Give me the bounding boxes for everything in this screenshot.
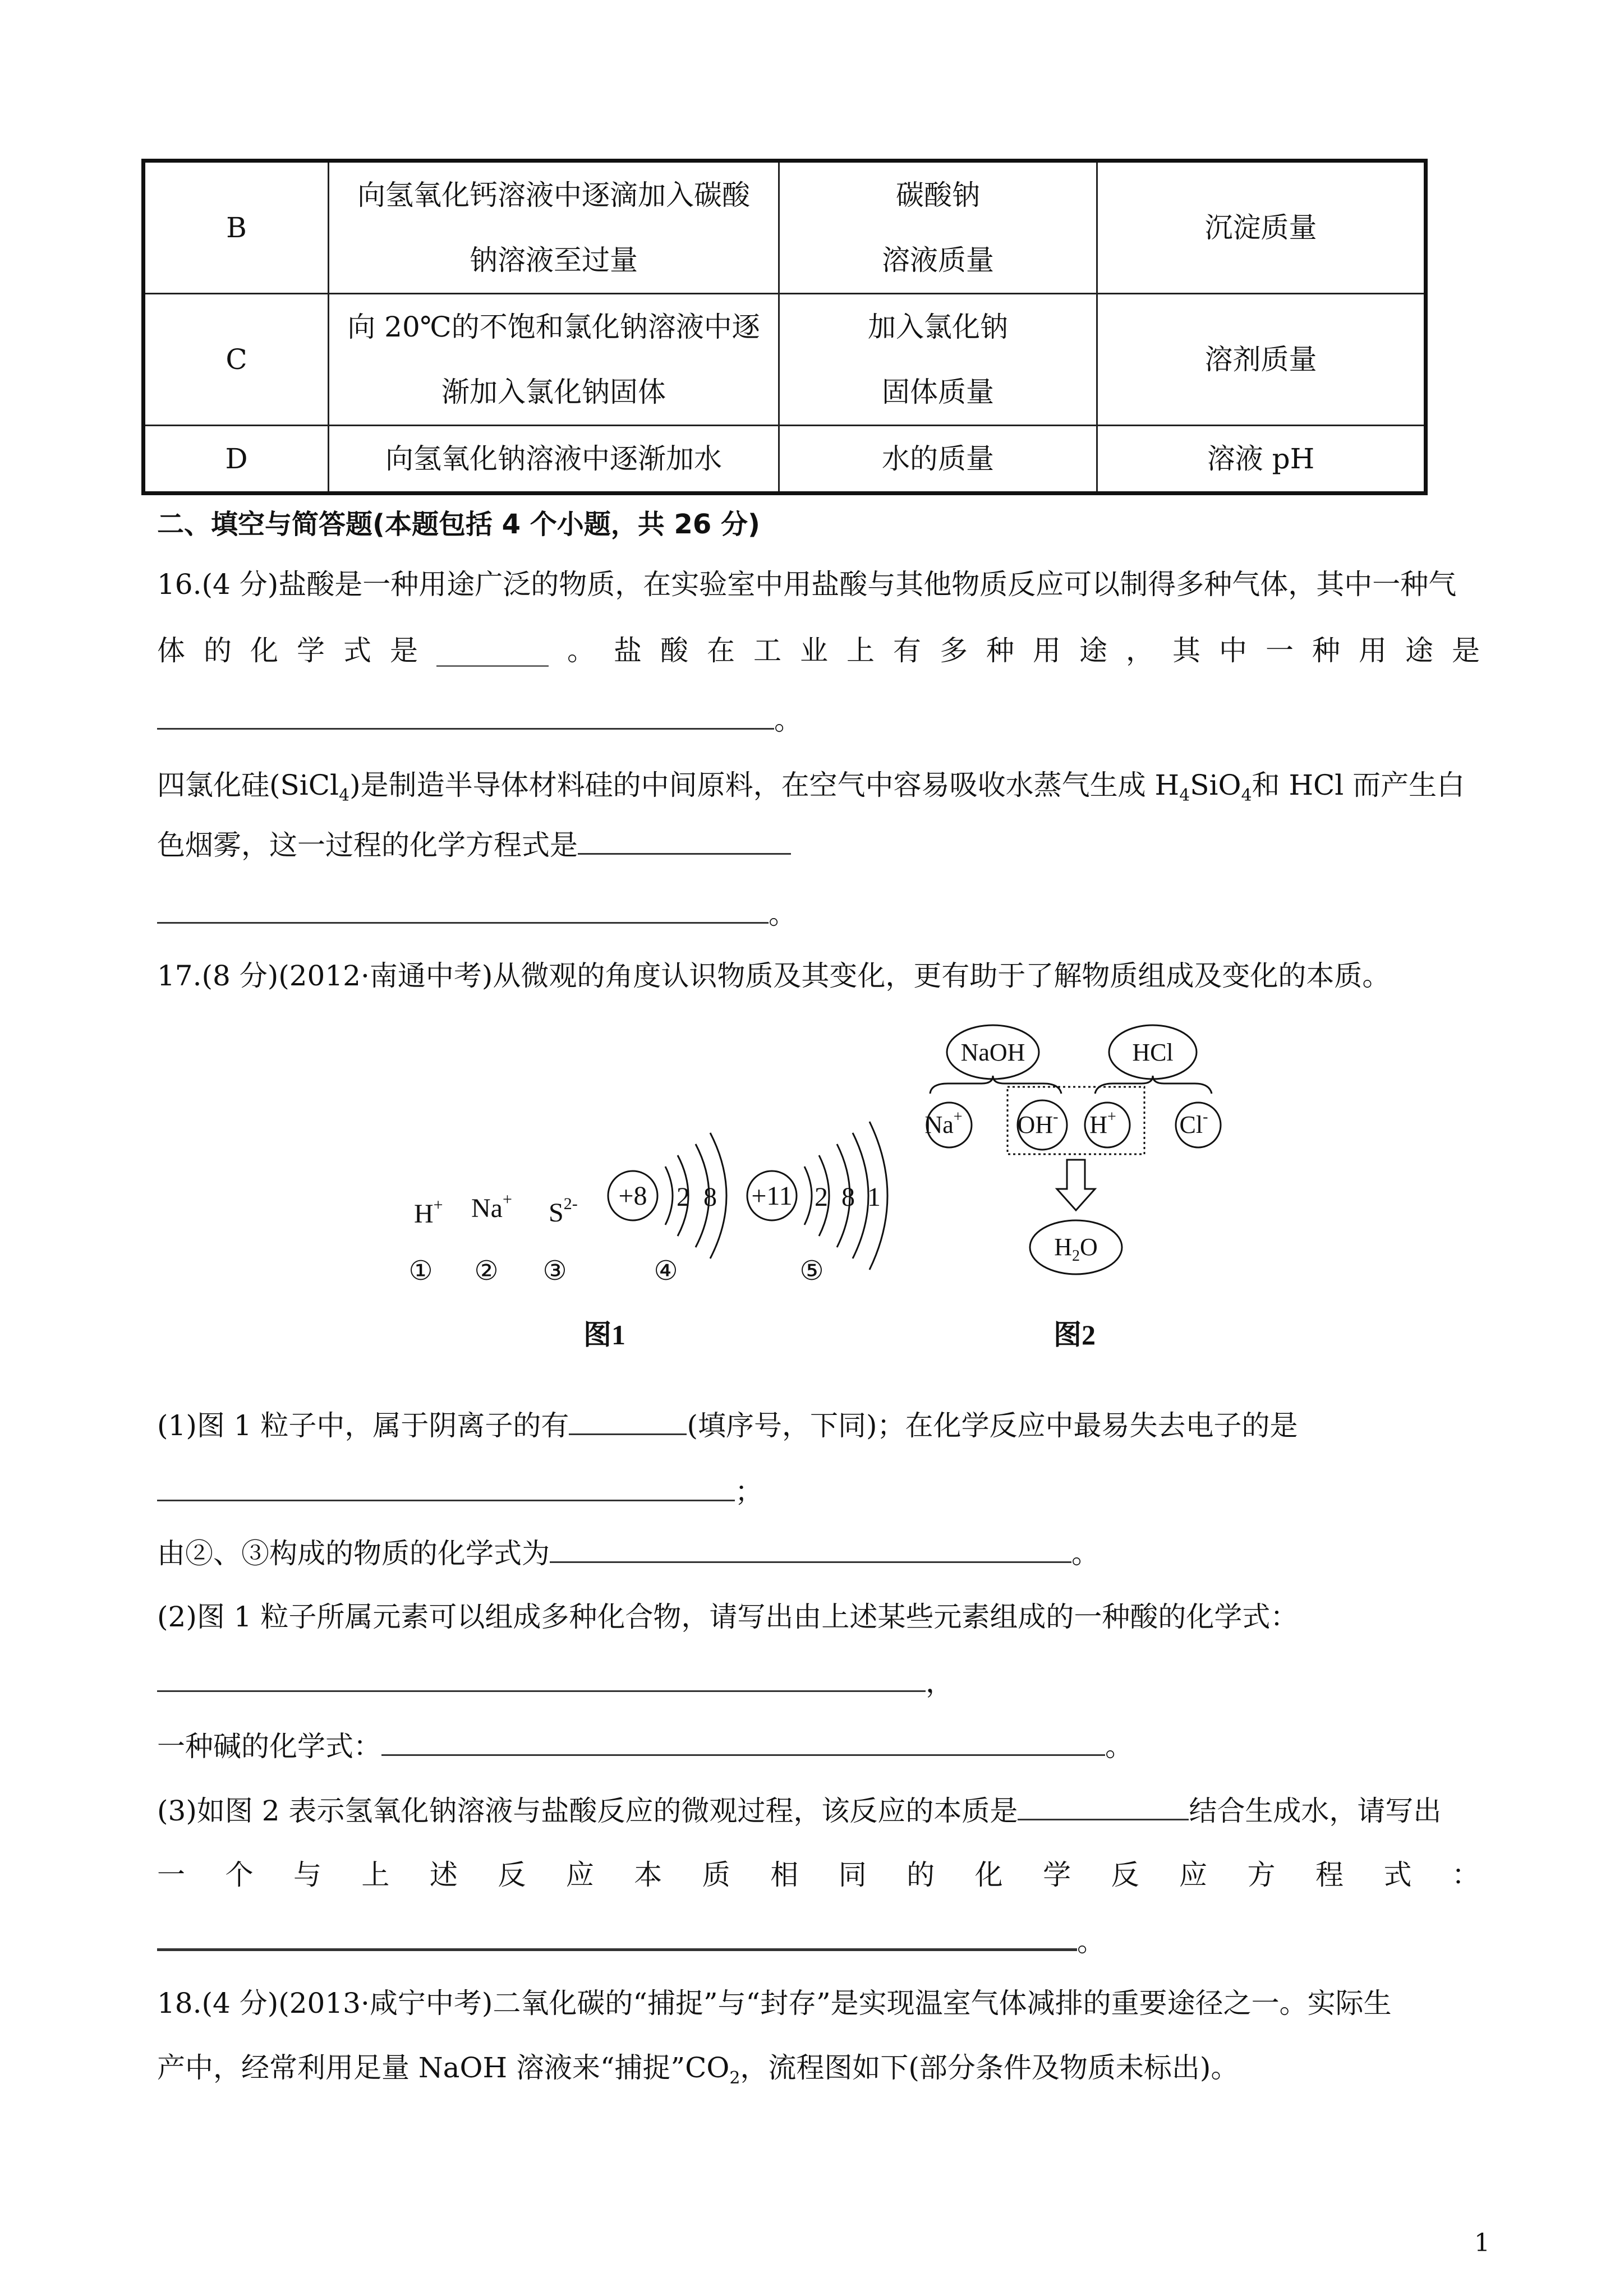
- word: 是: [1452, 634, 1480, 667]
- word: 反: [498, 1859, 526, 1891]
- word: 途: [1079, 634, 1107, 667]
- word: 的: [907, 1859, 935, 1891]
- word: 一: [1266, 634, 1294, 667]
- q17-p1-line-3: 由②、③构成的物质的化学式为 。: [157, 1536, 1099, 1570]
- word: 上: [361, 1859, 390, 1891]
- q16-line-5: 色烟雾，这一过程的化学方程式是: [157, 827, 791, 862]
- anion-blank[interactable]: [569, 1408, 687, 1435]
- q18-line-2: 产中，经常利用足量 NaOH 溶液来“捕捉$”CO_2$，流程图如下(部分条件及物质未标出)。: [157, 2051, 1239, 2088]
- figure-2-caption: 图2: [1053, 1319, 1096, 1350]
- word: ________: [436, 634, 549, 667]
- y-axis-cell: 沉淀质量: [1097, 161, 1426, 294]
- ion-h: H+: [1089, 1108, 1116, 1138]
- q16-line-2: [157, 634, 1480, 667]
- x-axis-cell: 加入氯化钠 固体质量: [779, 294, 1097, 426]
- word: 学: [297, 634, 325, 667]
- q18-line-1: 18.(4 分)(2013·咸宁中考)二氧化碳的“捕捉”与“封存”是实现温室气体减排的重要途径之一。实际生: [157, 1987, 1392, 2020]
- water-label: $H_2O$: [1054, 1233, 1098, 1265]
- operation-cell: 向氢氧化钠溶液中逐渐加水: [329, 426, 779, 494]
- q17-p3-line-2: [157, 1858, 1480, 1892]
- particle-number: ④: [654, 1256, 678, 1286]
- essence-blank[interactable]: [1018, 1793, 1189, 1820]
- q17-p2-line: (2)图 1 粒子所属元素可以组成多种化合物，请写出由上述某些元素组成的一种酸的化学式：: [157, 1601, 1299, 1633]
- particle-number: ⑤: [799, 1256, 824, 1286]
- word: 。: [567, 634, 595, 667]
- figure-2-reaction: [914, 1021, 1251, 1290]
- option-label: B: [144, 161, 329, 294]
- equation-blank-2[interactable]: [157, 896, 769, 924]
- particle-number: ②: [474, 1256, 499, 1286]
- word: 种: [986, 634, 1014, 667]
- word: ：: [1451, 1859, 1480, 1891]
- word: 本: [634, 1859, 663, 1891]
- word: 种: [1312, 634, 1340, 667]
- word: 个: [225, 1859, 254, 1891]
- base-formula-blank[interactable]: [381, 1728, 1105, 1756]
- word: 相: [770, 1859, 799, 1891]
- word: 多: [940, 634, 968, 667]
- ion-3: $S^{2-}$: [549, 1195, 578, 1228]
- q17-p3-line-3: 。: [157, 1922, 1105, 1958]
- q16-line-1: 16.(4 分)盐酸是一种用途广泛的物质，在实验室中用盐酸与其他物质反应可以制得多种气体，其中一种气: [157, 568, 1457, 601]
- q17-p1-line-2: ；: [157, 1474, 763, 1509]
- operation-cell: 向 20℃的不饱和氯化钠溶液中逐 渐加入氯化钠固体: [329, 294, 779, 426]
- q16-answer-line: 。: [157, 702, 802, 737]
- word: 用: [1359, 634, 1387, 667]
- q16-line-4: 四氯化硅(SiCl$_4$)是制造半导体材料硅的中间原料，在空气中容易吸收水蒸气生成 $H_4SiO_4$和 HCl 而产生白: [157, 769, 1465, 805]
- word: 有: [893, 634, 921, 667]
- particle-number: ①: [408, 1256, 433, 1286]
- word: 应: [1179, 1859, 1208, 1891]
- nucleus-5-label: +11: [751, 1181, 793, 1211]
- q17-p3-line: (3)如图 2 表示氢氧化钠溶液与盐酸反应的微观过程，该反应的本质是 结合生成水，请写出: [157, 1793, 1441, 1828]
- word: 反: [1111, 1859, 1139, 1891]
- word: 上: [846, 634, 875, 667]
- acid-formula-blank[interactable]: [157, 1665, 926, 1692]
- q17-p2-line-2: ，: [157, 1665, 954, 1699]
- word: 应: [565, 1859, 594, 1891]
- word: 质: [702, 1859, 730, 1891]
- word: 一: [157, 1859, 185, 1891]
- options-table: [141, 159, 1428, 495]
- shell-label: 2: [815, 1182, 828, 1212]
- page-number: 1: [1474, 2229, 1490, 2257]
- down-arrow-icon: [1057, 1160, 1095, 1210]
- ion-2: Na+: [471, 1190, 512, 1223]
- answer-blank[interactable]: [157, 702, 774, 730]
- y-axis-cell: 溶液 pH: [1097, 426, 1426, 494]
- particle-number: ③: [542, 1256, 567, 1286]
- y-axis-cell: 溶剂质量: [1097, 294, 1426, 426]
- word: 途: [1405, 634, 1433, 667]
- word: 式: [343, 634, 371, 667]
- word: 中: [1219, 634, 1247, 667]
- formula-blank[interactable]: [550, 1536, 1071, 1563]
- word: 酸: [660, 634, 688, 667]
- shell-label: 8: [841, 1182, 855, 1212]
- ion-na: Na+: [924, 1108, 963, 1138]
- ion-cl: Cl-: [1179, 1108, 1208, 1138]
- q17-p2-line-3: 一种碱的化学式： 。: [157, 1728, 1133, 1763]
- word: 其: [1172, 634, 1200, 667]
- word: 同: [838, 1859, 867, 1891]
- word: 盐: [614, 634, 642, 667]
- word: 方: [1247, 1859, 1276, 1891]
- figure-1-caption: 图1: [583, 1319, 625, 1350]
- word: 用: [1033, 634, 1061, 667]
- operation-cell: 向氢氧化钙溶液中逐滴加入碳酸 钠溶液至过量: [329, 161, 779, 294]
- q17-p1-line: (1)图 1 粒子中，属于阴离子的有 (填序号，下同)；在化学反应中最易失去电子的是: [157, 1408, 1298, 1442]
- figure-1-particles: [393, 1077, 931, 1324]
- word: 化: [250, 634, 278, 667]
- word: 体: [157, 634, 185, 667]
- naoh-label: NaOH: [960, 1039, 1025, 1066]
- equation-blank-3[interactable]: [157, 1922, 1077, 1951]
- table-row: [144, 426, 1426, 494]
- word: 在: [707, 634, 735, 667]
- option-label: C: [144, 294, 329, 426]
- ion-oh: OH-: [1017, 1108, 1059, 1138]
- word: 述: [429, 1859, 458, 1891]
- word: 化: [974, 1859, 1003, 1891]
- equation-blank[interactable]: [578, 827, 791, 855]
- table-row: [144, 294, 1426, 426]
- word: 工: [753, 634, 781, 667]
- x-axis-cell: 碳酸钠 溶液质量: [779, 161, 1097, 294]
- nucleus-4-label: +8: [618, 1181, 647, 1211]
- word: 式: [1383, 1859, 1412, 1891]
- word: 程: [1315, 1859, 1344, 1891]
- shell-label: 8: [703, 1182, 717, 1212]
- q16-equation-line: 。: [157, 896, 797, 931]
- ion-1: H+: [414, 1196, 443, 1229]
- section-title: 二、填空与简答题(本题包括 4 个小题，共 26 分): [157, 509, 760, 540]
- word: 是: [390, 634, 418, 667]
- shell-label: 1: [867, 1182, 881, 1212]
- word: ，: [1126, 634, 1154, 667]
- word: 学: [1043, 1859, 1071, 1891]
- word: 业: [800, 634, 828, 667]
- word: 与: [293, 1859, 321, 1891]
- hcl-label: HCl: [1132, 1039, 1174, 1066]
- option-label: D: [144, 426, 329, 494]
- q17-line-1: 17.(8 分)(2012·南通中考)从微观的角度认识物质及其变化，更有助于了解物质组成及变化的本质。: [157, 960, 1391, 992]
- lose-electron-blank[interactable]: [157, 1474, 735, 1501]
- shell-label: 2: [677, 1182, 690, 1212]
- table-row: [144, 161, 1426, 294]
- word: 的: [204, 634, 232, 667]
- x-axis-cell: 水的质量: [779, 426, 1097, 494]
